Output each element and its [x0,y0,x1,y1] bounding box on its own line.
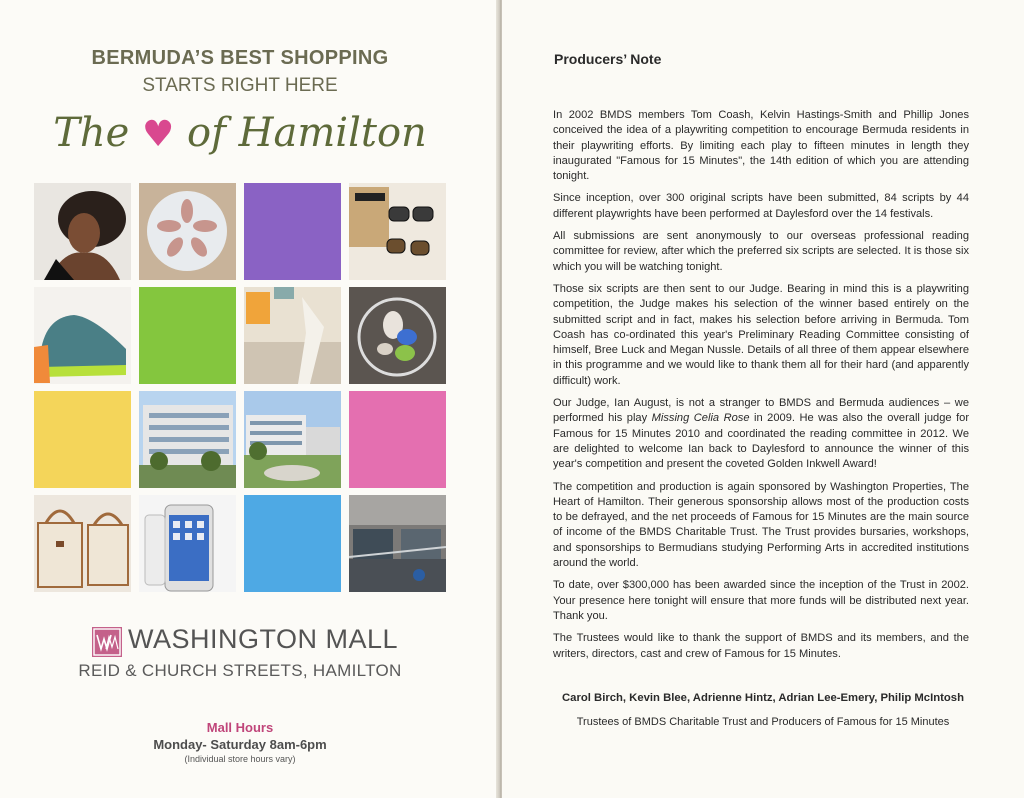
mall-interior-photo [349,495,446,592]
purple-color-tile [244,183,341,280]
mall-hours-title: Mall Hours [206,720,274,735]
jewelry-pendant-photo [349,287,446,384]
ad-tagline-secondary: STARTS RIGHT HERE [142,75,338,96]
heart-of-hamilton-script [0,110,480,156]
mall-address: REID & CHURCH STREETS, HAMILTON [78,661,402,680]
sunglasses-wallet-photo [349,183,446,280]
office-building-photo [139,391,236,488]
shopping-street-photo [244,287,341,384]
note-paragraph-5 [553,396,969,472]
producers-note-page [502,0,1024,798]
note-paragraph-5b: in 2009. He was also the overall judge for Famous for 15 Minutes 2010 and coordinated the reading committee in 2012. We are delighted to welcome Ian back to Daylesford to announce the winner of this year's competition and present the coveted Golden Inkwell Award! [553,412,970,471]
washington-mall-logo [92,627,122,657]
smartphone-photo [139,495,236,592]
mall-hours-note: (Individual store hours vary) [184,754,296,764]
trustees-caption: Trustees of BMDS Charitable Trust and Producers of Famous for 15 Minutes [576,716,950,728]
note-body [553,108,969,669]
trustee-names: Carol Birch, Kevin Blee, Adrienne Hintz, Adrian Lee-Emery, Philip McIntosh [562,692,964,704]
green-color-tile [139,287,236,384]
heart-icon: ♥ [142,114,175,155]
sneaker-photo [34,287,131,384]
note-paragraph-2: Since inception, over 300 original scripts have been submitted, 84 scripts by 44 different playwrights have been performed at Daylesford over the 14 festivals. [553,192,969,220]
note-paragraph-4: Those six scripts are then sent to our Judge. Bearing in mind this is a playwriting competition, the Judge makes his selection of the winner based entirely on the submitted script and in fact, makes his selection before arriving in Bermuda. Tom Coash has co-ordinated this year's Preliminary Reading Committee consisting of himself, Bree Luck and Megan Nussle. Details of all three of them appear elsewhere in this programme and we would like to thank them all for their hard (and apparently difficult) work. [553,282,969,387]
mall-advert-page [0,0,498,798]
play-title: Missing Celia Rose [651,412,750,425]
photo-collage-grid [34,183,446,593]
note-paragraph-6: The competition and production is again sponsored by Washington Properties, The Heart of Hamilton. Their generous sponsorship allows most of the production costs to be defrayed, and the net proceeds of Famous for 15 Minutes are the main source of income of the BMDS Charitable Trust. The Trust provides bursaries, workshops, and sponsorships to Bermudians studying Performing Arts in accredited institutions around the world. [553,480,969,570]
yellow-color-tile [34,391,131,488]
note-paragraph-1: In 2002 BMDS members Tom Coash, Kelvin Hastings-Smith and Phillip Jones conceived the idea of a playwriting competition to encourage Bermuda residents in their playwriting efforts. By limiting each play to fifteen minutes in length they inaugurated "Famous for 15 Minutes", the 14th edition of which you are attending tonight. [553,109,969,183]
note-paragraph-5a: Our Judge, Ian August, is not a stranger to BMDS and Bermuda audiences – we performed his play [553,397,969,425]
mall-hours-days: Monday- Saturday 8am-6pm [153,737,327,752]
note-paragraph-8: The Trustees would like to thank the support of BMDS and its members, and the writers, directors, cast and crew of Famous for 15 Minutes. [553,632,969,660]
ad-tagline-primary: BERMUDA’S BEST SHOPPING [91,47,389,69]
plaza-park-photo [244,391,341,488]
note-paragraph-7: To date, over $300,000 has been awarded since the inception of the Trust in 2002. Your presence here tonight will ensure that more funds will be distributed next year. Thank you. [553,579,969,622]
mall-name: WASHINGTON MALL [128,624,399,654]
blue-color-tile [244,495,341,592]
fashion-model-photo [34,183,131,280]
page-title: Producers’ Note [554,51,662,67]
sand-dollar-photo [139,183,236,280]
note-paragraph-3: All submissions are sent anonymously to our overseas professional reading committee for review, after which the preferred six scripts are selected. It is those six which you will be watching tonight. [553,230,969,273]
script-of-hamilton: of Hamilton [187,110,427,156]
pink-color-tile [349,391,446,488]
handbags-photo [34,495,131,592]
script-the: The [53,110,130,156]
